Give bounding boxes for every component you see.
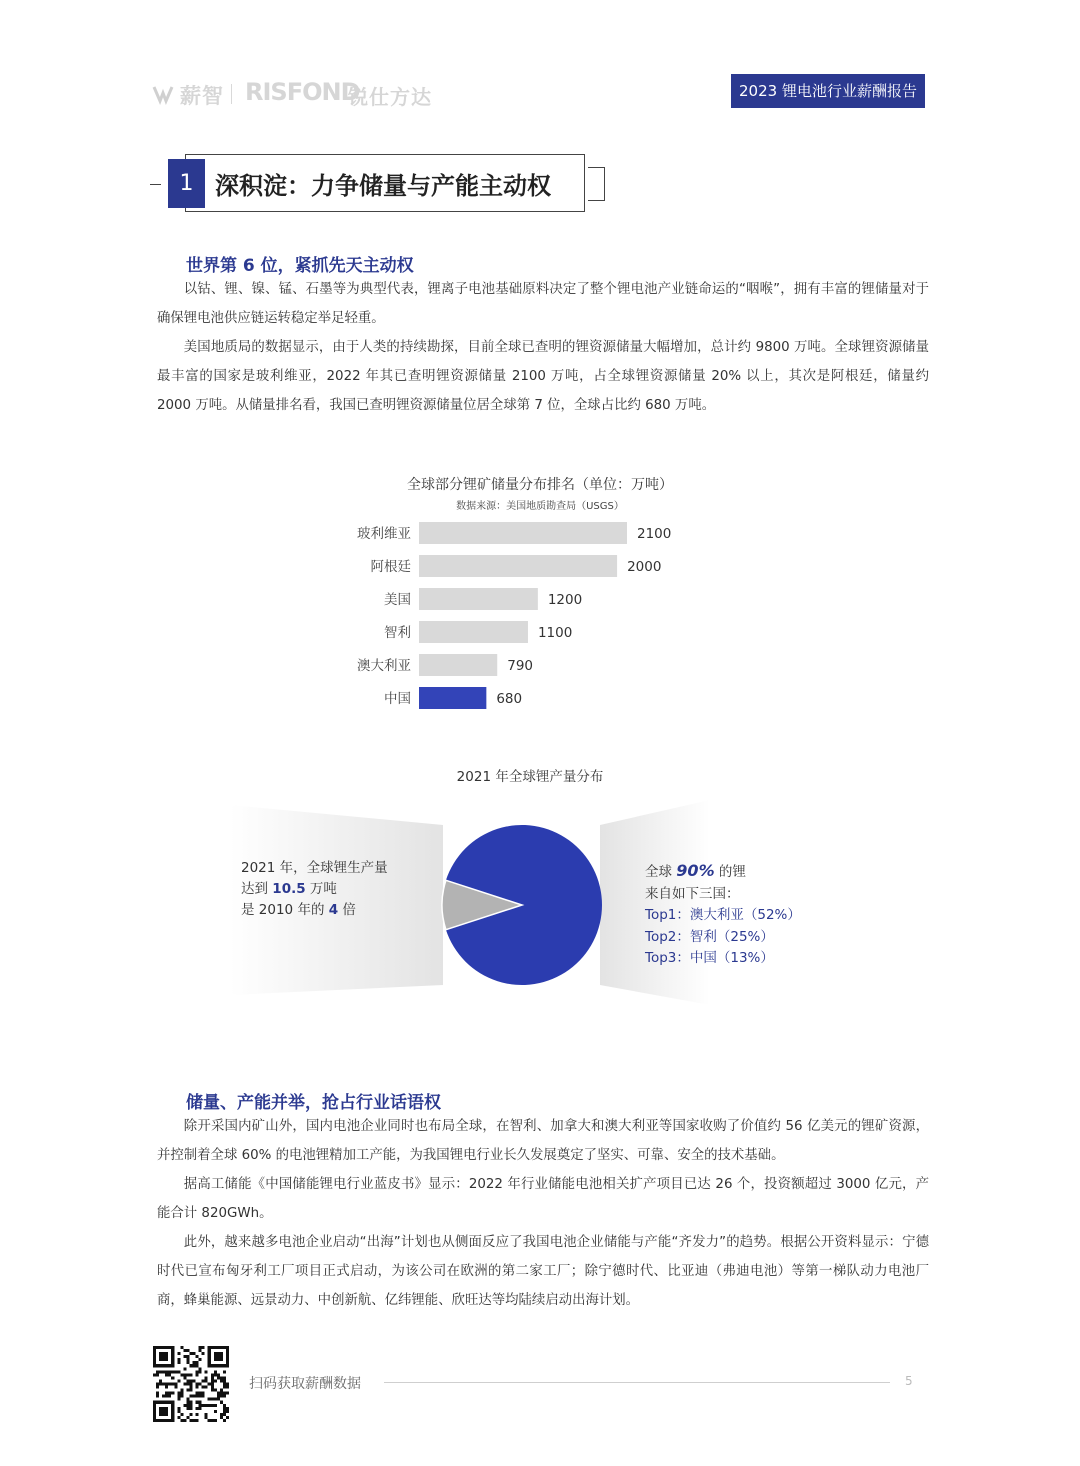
qr-module <box>196 1355 199 1358</box>
paragraph-group-2 <box>157 1112 929 1315</box>
qr-module <box>168 1370 171 1373</box>
risfond-logo: RISFOND <box>245 78 360 106</box>
paragraph: 据高工储能《中国储能锂电行业蓝皮书》显示：2022 年行业储能电池相关扩产项目已达 26 个，投资额超过 3000 亿元，产能合计 820GWh。 <box>157 1177 929 1221</box>
qr-module <box>186 1361 189 1364</box>
bar-value-label: 790 <box>507 658 534 674</box>
qr-module <box>177 1392 180 1395</box>
qr-module <box>211 1376 214 1379</box>
qr-module <box>220 1376 223 1379</box>
qr-module <box>217 1373 220 1376</box>
qr-module <box>220 1392 223 1395</box>
qr-module <box>177 1398 180 1401</box>
qr-module <box>174 1370 177 1373</box>
qr-module <box>156 1395 159 1398</box>
qr-module <box>165 1386 168 1389</box>
qr-module <box>199 1346 202 1349</box>
qr-module <box>205 1404 208 1407</box>
qr-module <box>156 1373 159 1376</box>
qr-module <box>217 1392 220 1395</box>
qr-module <box>156 1382 159 1385</box>
qr-module <box>180 1346 183 1349</box>
qr-module <box>211 1373 214 1376</box>
qr-module <box>156 1386 159 1389</box>
qr-module <box>196 1401 199 1404</box>
qr-module <box>193 1364 196 1367</box>
qr-module <box>183 1355 186 1358</box>
qr-module <box>199 1358 202 1361</box>
qr-module <box>189 1373 192 1376</box>
qr-module <box>193 1352 196 1355</box>
qr-module <box>205 1413 208 1416</box>
scan-prompt: 扫码获取薪酬数据 <box>249 1376 361 1392</box>
qr-module <box>177 1379 180 1382</box>
bar <box>419 687 486 709</box>
bar-category-label: 玻利维亚 <box>357 526 411 542</box>
qr-module <box>199 1404 202 1407</box>
qr-module <box>223 1419 226 1422</box>
qr-module <box>159 1379 162 1382</box>
lithium-reserves-bar-chart <box>330 515 730 715</box>
bar-category-label: 中国 <box>384 691 411 707</box>
qr-module <box>211 1382 214 1385</box>
section-title-dash <box>150 184 161 185</box>
qr-module <box>183 1349 186 1352</box>
qr-module <box>183 1376 186 1379</box>
qr-module <box>196 1373 199 1376</box>
bar-category-label: 智利 <box>384 625 411 641</box>
qr-module <box>199 1382 202 1385</box>
qr-module <box>186 1349 189 1352</box>
qr-finder-core <box>159 1407 168 1416</box>
qr-module <box>205 1379 208 1382</box>
pie-left-line2: 达到 10.5 万吨 <box>241 881 337 897</box>
qr-module <box>199 1401 202 1404</box>
qr-module <box>226 1410 229 1413</box>
qr-module <box>177 1407 180 1410</box>
qr-module <box>223 1376 226 1379</box>
qr-module <box>186 1355 189 1358</box>
bar-value-label: 680 <box>496 691 523 707</box>
qr-module <box>156 1370 159 1373</box>
pie-left-note <box>241 858 388 921</box>
qr-module <box>223 1386 226 1389</box>
qr-module <box>220 1395 223 1398</box>
qr-module <box>183 1382 186 1385</box>
pie-chart-title: 2021 年全球锂产量分布 <box>456 769 604 785</box>
qr-module <box>193 1395 196 1398</box>
qr-module <box>214 1419 217 1422</box>
qr-module <box>177 1416 180 1419</box>
qr-module <box>162 1382 165 1385</box>
qr-module <box>202 1352 205 1355</box>
qr-module <box>199 1349 202 1352</box>
qr-module <box>159 1370 162 1373</box>
qr-module <box>183 1419 186 1422</box>
qr-module <box>189 1382 192 1385</box>
qr-module <box>202 1392 205 1395</box>
qr-module <box>189 1407 192 1410</box>
qr-module <box>220 1416 223 1419</box>
qr-module <box>202 1395 205 1398</box>
qr-module <box>196 1364 199 1367</box>
pie-right-line1: 全球 90% 的锂 <box>645 861 746 880</box>
section-number: 1 <box>168 159 205 208</box>
qr-module <box>202 1346 205 1349</box>
qr-module <box>199 1392 202 1395</box>
qr-module <box>168 1373 171 1376</box>
qr-module <box>202 1404 205 1407</box>
qr-module <box>223 1370 226 1373</box>
qr-module <box>211 1389 214 1392</box>
bar <box>419 621 528 643</box>
qr-module <box>226 1386 229 1389</box>
qr-module <box>153 1373 156 1376</box>
paragraph: 以钴、锂、镍、锰、石墨等为典型代表，锂离子电池基础原料决定了整个锂电池产业链命运的“咽喉”，拥有丰富的锂储量对于确保锂电池供应链运转稳定举足轻重。 <box>157 282 929 326</box>
qr-module <box>199 1407 202 1410</box>
qr-module <box>159 1382 162 1385</box>
pie-right-note <box>645 860 801 970</box>
section-title-bracket <box>588 167 605 201</box>
subheading-world-rank: 世界第 6 位，紧抓先天主动权 <box>186 256 414 276</box>
qr-module <box>220 1401 223 1404</box>
section-title: 深积淀：力争储量与产能主动权 <box>215 172 551 200</box>
qr-module <box>217 1376 220 1379</box>
qr-module <box>171 1370 174 1373</box>
bar <box>419 555 617 577</box>
qr-module <box>223 1404 226 1407</box>
qr-module <box>199 1395 202 1398</box>
qr-module <box>223 1410 226 1413</box>
qr-module <box>196 1407 199 1410</box>
pie-left-line1: 2021 年，全球锂生产量 <box>241 860 388 876</box>
qr-finder-core <box>159 1352 168 1361</box>
qr-module <box>196 1370 199 1373</box>
qr-module <box>180 1389 183 1392</box>
qr-module <box>189 1364 192 1367</box>
bar-chart-title: 全球部分锂矿储量分布排名（单位：万吨） <box>407 477 673 493</box>
qr-module <box>162 1370 165 1373</box>
qr-module <box>208 1419 211 1422</box>
qr-module <box>186 1404 189 1407</box>
qr-module <box>180 1395 183 1398</box>
qr-module <box>189 1389 192 1392</box>
xinzhi-logo-icon <box>152 83 174 105</box>
qr-module <box>196 1395 199 1398</box>
qr-module <box>180 1419 183 1422</box>
page-number: 5 <box>905 1374 913 1388</box>
qr-module <box>223 1413 226 1416</box>
bar-value-label: 1100 <box>537 625 573 641</box>
qr-module <box>196 1361 199 1364</box>
bar-value-label: 2000 <box>627 559 662 575</box>
qr-module <box>217 1395 220 1398</box>
qr-module <box>180 1392 183 1395</box>
pie-top3: Top3：中国（13%） <box>645 950 774 966</box>
qr-module <box>211 1398 214 1401</box>
qr-module <box>202 1379 205 1382</box>
qr-module <box>186 1401 189 1404</box>
qr-module <box>180 1373 183 1376</box>
bar <box>419 654 497 676</box>
qr-module <box>199 1367 202 1370</box>
qr-module <box>165 1373 168 1376</box>
qr-module <box>205 1376 208 1379</box>
qr-module <box>208 1398 211 1401</box>
xinzhi-logo-text: 薪智 <box>180 84 224 108</box>
qr-module <box>208 1404 211 1407</box>
bar-value-label: 2100 <box>637 526 672 542</box>
paragraph: 除开采国内矿山外，国内电池企业同时也布局全球，在智利、加拿大和澳大利亚等国家收购了价值约 56 亿美元的锂矿资源，并控制着全球 60% 的电池锂精加工产能，为我国锂电行业长久发展奠定了坚实、可靠、安全的技术基础。 <box>157 1119 929 1163</box>
qr-module <box>196 1419 199 1422</box>
qr-module <box>196 1386 199 1389</box>
qr-module <box>226 1382 229 1385</box>
qr-module <box>186 1382 189 1385</box>
qr-module <box>211 1404 214 1407</box>
qr-module <box>168 1395 171 1398</box>
footer-rule <box>384 1382 890 1383</box>
qr-module <box>171 1392 174 1395</box>
bar-value-label: 1200 <box>547 592 583 608</box>
qr-module <box>156 1392 159 1395</box>
qr-module <box>165 1370 168 1373</box>
qr-module <box>211 1419 214 1422</box>
qr-module <box>196 1392 199 1395</box>
qr-module <box>214 1410 217 1413</box>
qr-module <box>186 1389 189 1392</box>
qr-module <box>214 1398 217 1401</box>
subheading-capacity: 储量、产能并举，抢占行业话语权 <box>186 1093 441 1113</box>
qr-module <box>223 1379 226 1382</box>
pie-top1: Top1：澳大利亚（52%） <box>645 907 801 923</box>
qr-module <box>214 1379 217 1382</box>
qr-module <box>177 1410 180 1413</box>
qr-module <box>226 1416 229 1419</box>
pie-top2: Top2：智利（25%） <box>645 928 774 945</box>
paragraph: 美国地质局的数据显示，由于人类的持续勘探，目前全球已查明的锂资源储量大幅增加，总计约 9800 万吨。全球锂资源储量最丰富的国家是玻利维亚，2022 年其已查明锂资源储量 2100 万吨，占全球锂资源储量 20% 以上，其次是阿根廷，储量约 2000 万吨。从储量排名看，我国已查明锂资源储量位居全球第 7 位，全球占比约 680 万吨。 <box>157 340 929 413</box>
qr-module <box>220 1379 223 1382</box>
qr-module <box>211 1379 214 1382</box>
qr-module <box>186 1398 189 1401</box>
bar-category-label: 阿根廷 <box>370 559 411 575</box>
qr-module <box>162 1395 165 1398</box>
pie-right-line2: 来自如下三国： <box>645 885 740 902</box>
qr-module <box>189 1401 192 1404</box>
qr-module <box>177 1370 180 1373</box>
qr-module <box>165 1392 168 1395</box>
qr-module <box>223 1395 226 1398</box>
bar-chart-source: 数据来源：美国地质勘查局（USGS） <box>456 501 624 512</box>
qr-module <box>223 1407 226 1410</box>
qr-module <box>165 1382 168 1385</box>
qr-module <box>189 1386 192 1389</box>
qr-module <box>220 1389 223 1392</box>
qr-module <box>214 1370 217 1373</box>
qr-module <box>217 1398 220 1401</box>
qr-module <box>174 1382 177 1385</box>
paragraph: 此外，越来越多电池企业启动“出海”计划也从侧面反应了我国电池企业储能与产能“齐发力”的趋势。根据公开资料显示：宁德时代已宣布匈牙利工厂项目正式启动，为该公司在欧洲的第二家工厂；除宁德时代、比亚迪（弗迪电池）等第一梯队动力电池厂商，蜂巢能源、远景动力、中创新航、亿纬锂能、欣旺达等均陆续启动出海计划。 <box>157 1235 929 1308</box>
qr-module <box>183 1404 186 1407</box>
qr-module <box>189 1395 192 1398</box>
qr-module <box>186 1416 189 1419</box>
qr-module <box>168 1392 171 1395</box>
report-title-badge: 2023 锂电池行业薪酬报告 <box>731 74 925 108</box>
qr-module <box>177 1358 180 1361</box>
qr-module <box>208 1382 211 1385</box>
qr-module <box>196 1382 199 1385</box>
qr-module <box>189 1404 192 1407</box>
qr-module <box>189 1379 192 1382</box>
qr-module <box>180 1413 183 1416</box>
qr-module <box>223 1392 226 1395</box>
bar-category-label: 澳大利亚 <box>357 658 411 674</box>
qr-module <box>189 1352 192 1355</box>
qr-module <box>214 1404 217 1407</box>
qr-module <box>193 1419 196 1422</box>
qr-module <box>171 1376 174 1379</box>
bar-category-label: 美国 <box>384 592 411 608</box>
risfond-logo-cn: 锐仕方达 <box>348 85 432 109</box>
qr-module <box>214 1389 217 1392</box>
paragraph-group-1 <box>157 275 929 420</box>
qr-module <box>171 1382 174 1385</box>
qr-module <box>202 1386 205 1389</box>
qr-module <box>220 1413 223 1416</box>
pie-left-line3: 是 2010 年的 4 倍 <box>241 902 356 918</box>
qr-module <box>199 1370 202 1373</box>
qr-module <box>183 1367 186 1370</box>
qr-module <box>205 1370 208 1373</box>
qr-module <box>211 1386 214 1389</box>
qr-module <box>186 1407 189 1410</box>
qr-module <box>223 1382 226 1385</box>
qr-module <box>226 1407 229 1410</box>
qr-module <box>193 1361 196 1364</box>
bar <box>419 522 627 544</box>
qr-module <box>189 1413 192 1416</box>
qr-module <box>196 1413 199 1416</box>
qr-module <box>174 1386 177 1389</box>
qr-module <box>205 1386 208 1389</box>
qr-module <box>189 1419 192 1422</box>
qr-module <box>193 1379 196 1382</box>
qr-module <box>214 1373 217 1376</box>
logo-divider <box>231 84 232 104</box>
qr-module <box>205 1416 208 1419</box>
bar <box>419 588 538 610</box>
qr-module <box>177 1352 180 1355</box>
qr-module <box>168 1382 171 1385</box>
qr-module <box>226 1392 229 1395</box>
qr-code-icon[interactable] <box>153 1346 229 1422</box>
qr-module <box>183 1373 186 1376</box>
qr-module <box>186 1379 189 1382</box>
qr-module <box>177 1395 180 1398</box>
qr-module <box>165 1395 168 1398</box>
qr-module <box>186 1358 189 1361</box>
qr-finder-core <box>214 1352 223 1361</box>
qr-module <box>177 1361 180 1364</box>
qr-module <box>186 1373 189 1376</box>
